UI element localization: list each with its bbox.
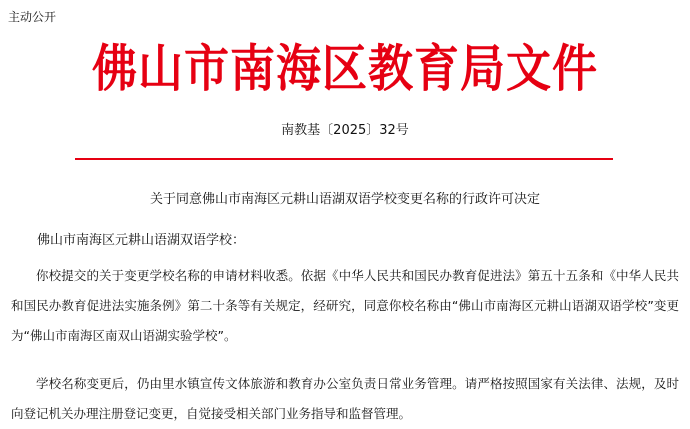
document-number: 南教基〔2025〕32号 <box>281 123 409 138</box>
document-subject: 关于同意佛山市南海区元耕山语湖双语学校变更名称的行政许可决定 <box>149 192 540 207</box>
red-divider-line <box>75 158 613 160</box>
disclosure-label: 主动公开 <box>8 10 57 24</box>
body-paragraph-1: 你校提交的关于变更学校名称的申请材料收悉。依据《中华人民共和国民办教育促进法》第五十五条和《中华人民共和国民办教育促进法实施条例》第二十条等有关规定，经研究，同意你校名称由“佛山市南海区元耕山语湖双语学校”变更为“佛山市南海区南双山语湖实验学校”。 <box>11 268 679 343</box>
body-paragraph-2: 学校名称变更后，仍由里水镇宣传文体旅游和教育办公室负责日常业务管理。请严格按照国家有关法律、法规，及时向登记机关办理注册登记变更，自觉接受相关部门业务指导和监督管理。 <box>11 376 679 421</box>
salutation: 佛山市南海区元耕山语湖双语学校： <box>37 233 246 248</box>
document-header-title: 佛山市南海区教育局文件 <box>91 39 598 99</box>
